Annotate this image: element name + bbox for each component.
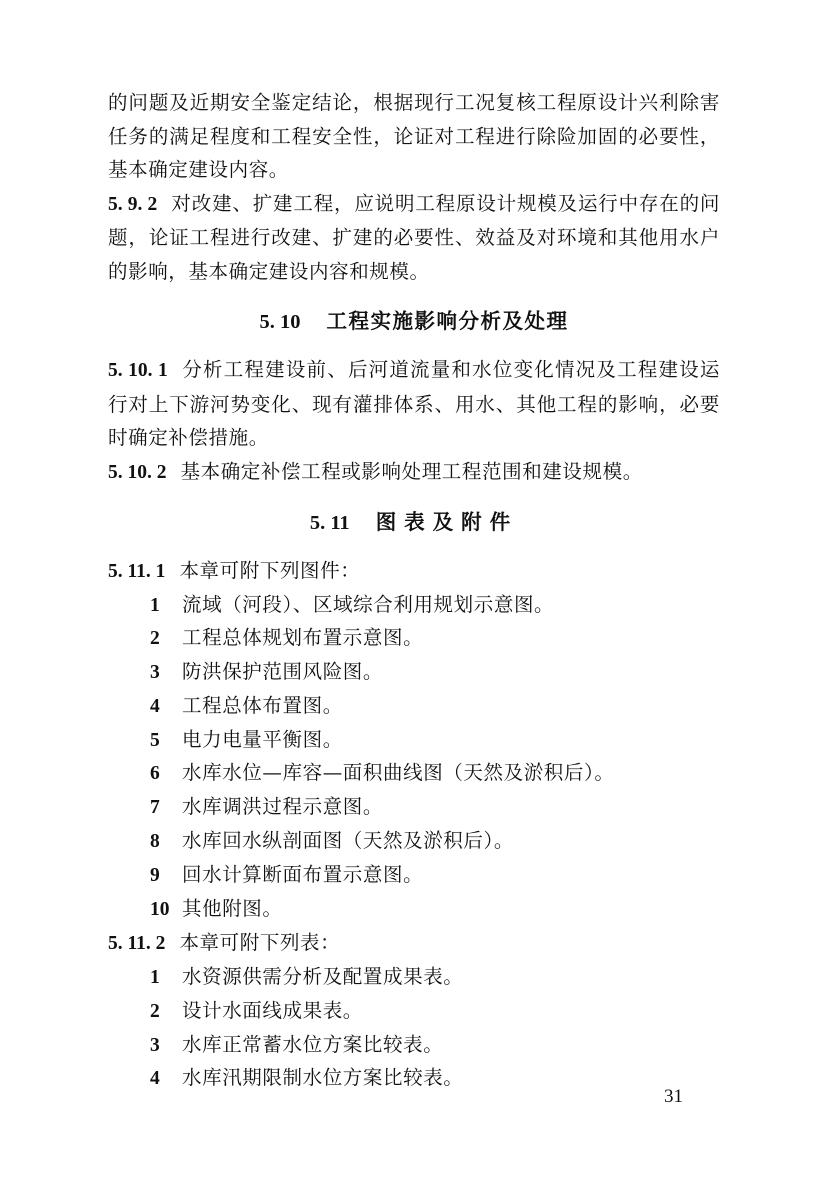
- item-text: 回水计算断面布置示意图。: [182, 862, 424, 886]
- clause-number: 5. 11. 1: [108, 561, 166, 582]
- section-number: 5. 11: [309, 512, 350, 534]
- list-item: [108, 961, 720, 995]
- item-number: 9: [150, 864, 160, 886]
- item-number: 8: [150, 831, 160, 853]
- section-heading-5-10: [108, 304, 720, 339]
- paragraph-intro: 的问题及近期安全鉴定结论，根据现行工况复核工程原设计兴利除害任务的满足程度和工程安全性，论证对工程进行除险加固的必要性，基本确定建设内容。: [108, 91, 720, 181]
- clause-5-11-2: [108, 926, 720, 961]
- item-text: 流域（河段）、区域综合利用规划示意图。: [182, 592, 555, 616]
- clause-text: 分析工程建设前、后河道流量和水位变化情况及工程建设运行对上下游河势变化、现有灌排体系、用水、其他工程的影响，必要时确定补偿措施。: [108, 358, 721, 449]
- section-number: 5. 10: [259, 311, 301, 333]
- clause-text: 本章可附下列表：: [179, 931, 341, 955]
- item-text: 水库正常蓄水位方案比较表。: [182, 1032, 444, 1056]
- item-text: 水库回水纵剖面图（天然及淤积后）。: [182, 829, 514, 853]
- item-text: 设计水面线成果表。: [182, 998, 363, 1022]
- table-list: [108, 961, 720, 1096]
- item-text: 工程总体布置图。: [182, 693, 343, 717]
- list-item: [108, 893, 720, 927]
- clause-5-10-1: [108, 353, 720, 455]
- list-item: [108, 825, 720, 859]
- item-number: 1: [150, 594, 160, 616]
- item-text: 水库汛期限制水位方案比较表。: [182, 1066, 464, 1090]
- list-item: [108, 656, 720, 690]
- section-title: 工程实施影响分析及处理: [326, 309, 569, 333]
- section-title: 图表及附件: [375, 510, 519, 534]
- item-number: 4: [150, 695, 160, 717]
- clause-text: 本章可附下列图件：: [179, 559, 361, 582]
- item-text: 水库调洪过程示意图。: [182, 795, 384, 819]
- list-item: [108, 690, 720, 724]
- item-number: 10: [150, 898, 170, 920]
- list-item: [108, 589, 720, 623]
- item-number: 7: [150, 797, 160, 819]
- clause-number: 5. 9. 2: [108, 193, 158, 215]
- list-item: [108, 622, 720, 656]
- clause-text: 基本确定补偿工程或影响处理工程范围和建设规模。: [180, 459, 643, 483]
- item-number: 2: [150, 628, 160, 650]
- section-heading-5-11: [108, 505, 720, 540]
- list-item: [108, 757, 720, 791]
- item-text: 工程总体规划布置示意图。: [182, 626, 424, 650]
- list-item: [108, 1062, 720, 1096]
- page-number: 31: [664, 1086, 683, 1107]
- clause-5-9-2: [108, 187, 720, 289]
- item-number: 6: [150, 763, 160, 785]
- item-number: 4: [150, 1068, 160, 1090]
- item-text: 水资源供需分析及配置成果表。: [182, 964, 464, 988]
- list-item: [108, 859, 720, 893]
- list-item: [108, 791, 720, 825]
- item-text: 防洪保护范围风险图。: [182, 660, 384, 684]
- clause-5-10-2: [108, 455, 720, 490]
- item-text: 电力电量平衡图。: [182, 727, 343, 751]
- clause-number: 5. 11. 2: [108, 933, 166, 955]
- item-number: 2: [150, 1000, 160, 1022]
- list-item: [108, 724, 720, 758]
- list-item: [108, 995, 720, 1029]
- item-number: 5: [150, 729, 160, 751]
- list-item: [108, 1029, 720, 1063]
- page-content: [108, 86, 720, 1096]
- item-text: 其他附图。: [182, 896, 283, 920]
- item-number: 3: [150, 662, 160, 684]
- figure-list: [108, 589, 720, 927]
- clause-5-11-1: [108, 554, 720, 589]
- item-text: 水库水位—库容—面积曲线图（天然及淤积后）。: [182, 761, 615, 785]
- clause-number: 5. 10. 1: [108, 360, 168, 381]
- item-number: 1: [150, 966, 160, 988]
- clause-text: 对改建、扩建工程，应说明工程原设计规模及运行中存在的问题，论证工程进行改建、扩建的必要性、效益及对环境和其他用水户的影响，基本确定建设内容和规模。: [108, 191, 720, 283]
- item-number: 3: [150, 1034, 160, 1056]
- clause-number: 5. 10. 2: [108, 461, 167, 483]
